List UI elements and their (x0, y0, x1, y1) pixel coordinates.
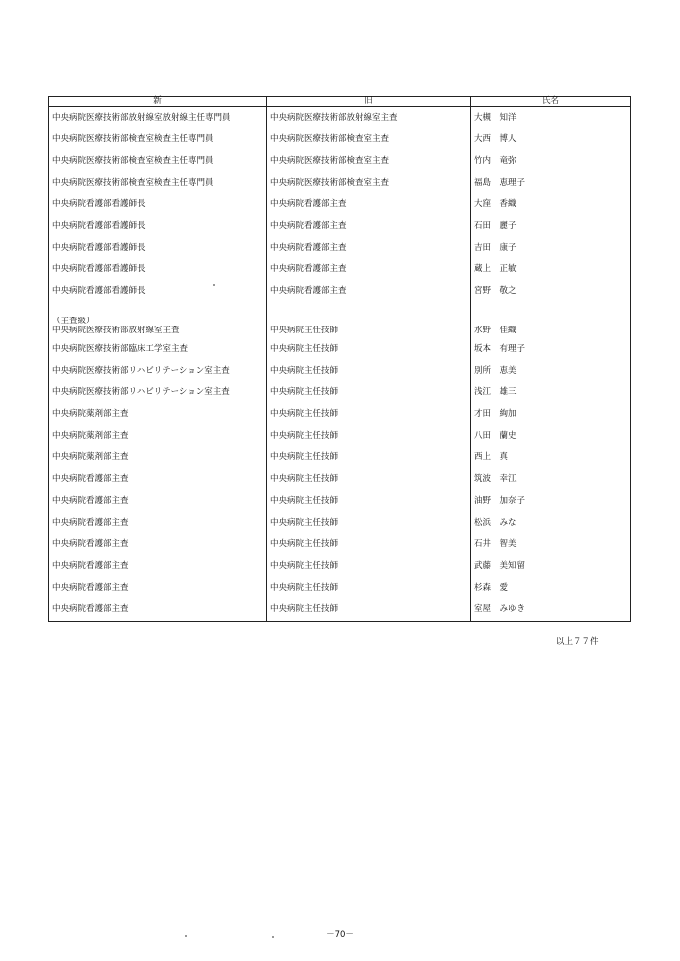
table-row (49, 426, 631, 448)
cell-new-position: 中央病院医療技術部リハビリテーション室主査 (49, 361, 267, 383)
cell-new-position: 中央病院看護部看護師長 (49, 194, 267, 216)
cell-old-position: 中央病院主任技師 (267, 469, 471, 491)
cell-name: 大槻 知洋 (471, 107, 631, 129)
cell-name: 西上 真 (471, 447, 631, 469)
section-label-row (49, 317, 631, 326)
header-name: 氏名 (471, 97, 631, 107)
cell-new-position: 中央病院薬剤部主査 (49, 404, 267, 426)
cell-new-position: 中央病院看護部看護師長 (49, 259, 267, 281)
cell-new-position: 中央病院看護部主査 (49, 512, 267, 534)
cell-old-position: 中央病院看護部主査 (267, 281, 471, 303)
cell-new-position: 中央病院看護部主査 (49, 469, 267, 491)
scan-speck (213, 284, 215, 286)
page-number: －70－ (326, 930, 354, 940)
cell-name: 別所 恵美 (471, 361, 631, 383)
cell-old-position: 中央病院主任技師 (267, 361, 471, 383)
table-row (49, 382, 631, 404)
table-row (49, 404, 631, 426)
cell-new-position: 中央病院医療技術部臨床工学室主査 (49, 339, 267, 361)
cell-old-position: 中央病院主任技師 (267, 326, 471, 339)
cell-old-position: 中央病院主任技師 (267, 577, 471, 599)
personnel-table (48, 96, 631, 622)
cell-new-position: 中央病院医療技術部放射線室主査 (49, 326, 267, 339)
cell-old-position: 中央病院医療技術部放射線室主査 (267, 107, 471, 129)
table-row (49, 339, 631, 361)
cell-name: 蔵上 正敏 (471, 259, 631, 281)
cell-name: 油野 加奈子 (471, 491, 631, 513)
table-row (49, 469, 631, 491)
cell-name: 水野 佳織 (471, 326, 631, 339)
table-row (49, 194, 631, 216)
table-body (49, 107, 631, 621)
table-row (49, 556, 631, 578)
cell-new-position: 中央病院看護部主査 (49, 599, 267, 621)
cell-old-position: 中央病院主任技師 (267, 556, 471, 578)
cell-new-position: 中央病院看護部主査 (49, 491, 267, 513)
table-row (49, 577, 631, 599)
cell-name: 宮野 敬之 (471, 281, 631, 303)
cell-old-position: 中央病院看護部主査 (267, 259, 471, 281)
cell-old-position: 中央病院主任技師 (267, 599, 471, 621)
table-row (49, 237, 631, 259)
cell-name: 杉森 愛 (471, 577, 631, 599)
table-row (49, 172, 631, 194)
scan-speck (185, 935, 187, 937)
table-row (49, 512, 631, 534)
cell-name: 石田 麗子 (471, 216, 631, 238)
header-old: 旧 (267, 97, 471, 107)
table-row (49, 534, 631, 556)
cell-name: 大窪 香織 (471, 194, 631, 216)
cell-name: 才田 絢加 (471, 404, 631, 426)
cell-new-position: 中央病院医療技術部リハビリテーション室主査 (49, 382, 267, 404)
table-row (49, 491, 631, 513)
cell-new-position: 中央病院看護部主査 (49, 534, 267, 556)
cell-new-position: 中央病院看護部看護師長 (49, 216, 267, 238)
cell-old-position: 中央病院主任技師 (267, 447, 471, 469)
cell-new-position: 中央病院医療技術部検査室検査主任専門員 (49, 129, 267, 151)
table-gap-row (49, 303, 631, 317)
cell-old-position: 中央病院主任技師 (267, 382, 471, 404)
cell-new-position: 中央病院医療技術部検査室検査主任専門員 (49, 172, 267, 194)
section-label: （主査級） (49, 317, 267, 326)
cell-old-position: 中央病院主任技師 (267, 512, 471, 534)
scan-speck (272, 936, 274, 938)
table-header-row (49, 97, 631, 107)
cell-name: 大西 博人 (471, 129, 631, 151)
cell-old-position: 中央病院医療技術部検査室主査 (267, 129, 471, 151)
cell-name: 筑波 幸江 (471, 469, 631, 491)
table-row (49, 129, 631, 151)
cell-old-position: 中央病院主任技師 (267, 339, 471, 361)
cell-name: 竹内 竜弥 (471, 151, 631, 173)
header-new: 新 (49, 97, 267, 107)
cell-name: 福島 恵理子 (471, 172, 631, 194)
table-row (49, 107, 631, 129)
cell-old-position: 中央病院主任技師 (267, 426, 471, 448)
cell-new-position: 中央病院看護部看護師長 (49, 281, 267, 303)
table-row (49, 281, 631, 303)
cell-old-position: 中央病院主任技師 (267, 491, 471, 513)
cell-new-position: 中央病院看護部主査 (49, 556, 267, 578)
cell-name: 八田 蘭史 (471, 426, 631, 448)
cell-old-position: 中央病院医療技術部検査室主査 (267, 172, 471, 194)
table-row (49, 599, 631, 621)
table-row (49, 361, 631, 383)
table-row (49, 326, 631, 339)
cell-old-position: 中央病院看護部主査 (267, 194, 471, 216)
cell-name: 松浜 みな (471, 512, 631, 534)
cell-new-position: 中央病院医療技術部放射線室放射線主任専門員 (49, 107, 267, 129)
cell-old-position: 中央病院主任技師 (267, 534, 471, 556)
cell-old-position: 中央病院看護部主査 (267, 216, 471, 238)
cell-name: 室屋 みゆき (471, 599, 631, 621)
table-row (49, 259, 631, 281)
cell-new-position: 中央病院薬剤部主査 (49, 426, 267, 448)
cell-name: 石井 智美 (471, 534, 631, 556)
cell-old-position: 中央病院医療技術部検査室主査 (267, 151, 471, 173)
table-row (49, 216, 631, 238)
cell-name: 武藤 美知留 (471, 556, 631, 578)
cell-name: 浅江 雄三 (471, 382, 631, 404)
cell-new-position: 中央病院薬剤部主査 (49, 447, 267, 469)
cell-old-position: 中央病院看護部主査 (267, 237, 471, 259)
cell-old-position: 中央病院主任技師 (267, 404, 471, 426)
total-count: 以上７７件 (556, 637, 599, 647)
table-row (49, 151, 631, 173)
cell-new-position: 中央病院医療技術部検査室検査主任専門員 (49, 151, 267, 173)
cell-new-position: 中央病院看護部看護師長 (49, 237, 267, 259)
cell-name: 坂本 有理子 (471, 339, 631, 361)
cell-new-position: 中央病院看護部主査 (49, 577, 267, 599)
cell-name: 吉田 康子 (471, 237, 631, 259)
table-row (49, 447, 631, 469)
